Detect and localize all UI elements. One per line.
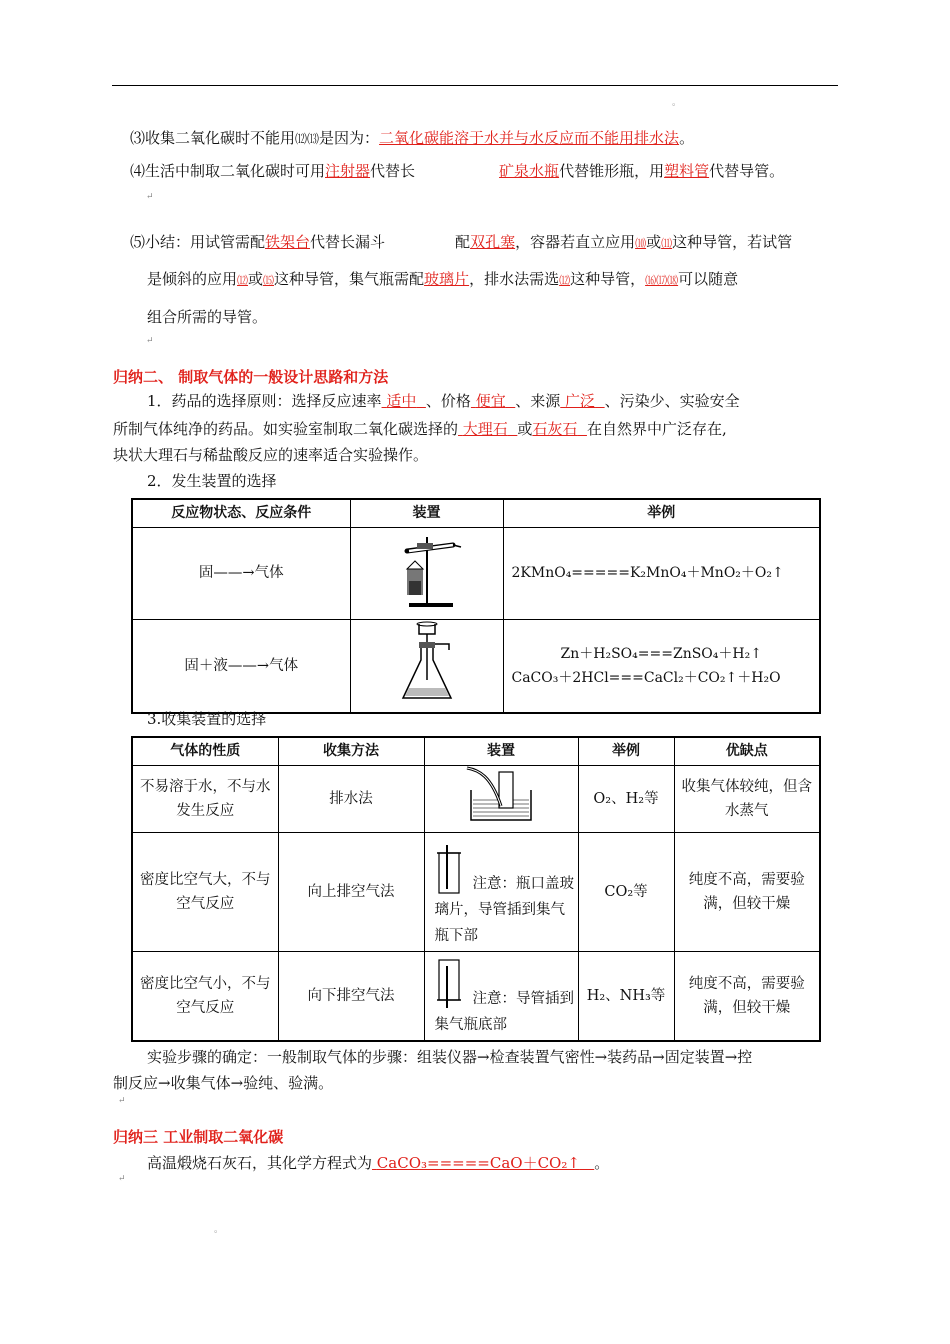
generator-table: [131, 498, 821, 714]
line-4: ⑷生活中制取二氧化碳时可用注射器代替长 矿泉水瓶代替锥形瓶，用塑料管代替导管。: [130, 162, 785, 180]
line-5: ⑸小结：用试管需配铁架台代替长漏斗 配双孔塞，容器若直立应用⑽或⑾这种导管，若试管: [130, 233, 793, 251]
steps-line-2: 制反应→收集气体→验纯、验满。: [113, 1074, 334, 1092]
table-header: 装置: [424, 737, 578, 765]
table-row: 密度比空气小，不与空气反应 向下排空气法 注意：导管插到集气瓶底部 H₂、NH₃等 纯度不高，需要验满，但较干燥: [132, 951, 820, 1041]
section-2-title: 归纳二、 制取气体的一般设计思路和方法: [113, 368, 389, 386]
table-row: 不易溶于水，不与水发生反应 排水法 O₂、H₂等 收集气体较纯，但含水蒸气: [132, 765, 820, 832]
solid-heating-apparatus-icon: [350, 527, 503, 619]
collection-table: [131, 736, 821, 1042]
water-displacement-icon: [424, 765, 578, 832]
table-header: 收集方法: [278, 737, 424, 765]
section-2-p1: 1．药品的选择原则：选择反应速率 适中 、价格 便宜 、来源 广泛 、污染少、实验安全: [147, 392, 740, 410]
section-2-p2: 2．发生装置的选择: [147, 472, 277, 490]
section-2-p1b: 所制气体纯净的药品。如实验室制取二氧化碳选择的 大理石 或石灰石 在自然界中广泛存在,: [113, 420, 727, 438]
p3: 3.收集装置的选择: [147, 710, 267, 728]
section-3-p: 高温煅烧石灰石，其化学方程式为 CaCO₃=====CaO＋CO₂↑ 。: [147, 1154, 610, 1172]
top-mark: 。: [672, 98, 682, 108]
table-header: 举例: [578, 737, 674, 765]
table-row: 密度比空气大，不与空气反应 向上排空气法 注意：瓶口盖玻璃片，导管插到集气瓶下部 CO₂等 纯度不高，需要验满，但较干燥: [132, 832, 820, 951]
table-header: 优缺点: [674, 737, 820, 765]
table-row: 固＋液——→气体 Zn＋H₂SO₄===ZnSO₄＋H₂↑ CaCO₃＋2HCl===CaCl₂＋CO₂↑＋H₂O: [132, 619, 820, 713]
header-rule: [112, 85, 838, 86]
table-header: 反应物状态、反应条件: [132, 499, 350, 527]
line-7: 组合所需的导管。: [147, 308, 268, 326]
section-3-title: 归纳三 工业制取二氧化碳: [113, 1128, 284, 1146]
flask-apparatus-icon: [350, 619, 503, 713]
line-6: 是倾斜的应用⑿或⒂这种导管，集气瓶需配玻璃片，排水法需选⑿这种导管，⒃⒄⒅可以随意: [147, 270, 739, 288]
table-header: 装置: [350, 499, 503, 527]
table-header: 气体的性质: [132, 737, 278, 765]
line-3: ⑶收集二氧化碳时不能用⑿⒀是因为：二氧化碳能溶于水并与水反应而不能用排水法。: [130, 129, 695, 147]
section-2-p1c: 块状大理石与稀盐酸反应的速率适合实验操作。: [113, 446, 429, 464]
bottom-mark: 。: [214, 1225, 224, 1235]
table-row: 固——→气体 2KMnO₄=====K₂MnO₄＋MnO₂＋O₂↑: [132, 527, 820, 619]
table-header: 举例: [503, 499, 820, 527]
para-mark: ↵: [146, 192, 154, 202]
steps-line-1: 实验步骤的确定：一般制取气体的步骤：组装仪器→检查装置气密性→装药品→固定装置→控: [147, 1048, 753, 1066]
